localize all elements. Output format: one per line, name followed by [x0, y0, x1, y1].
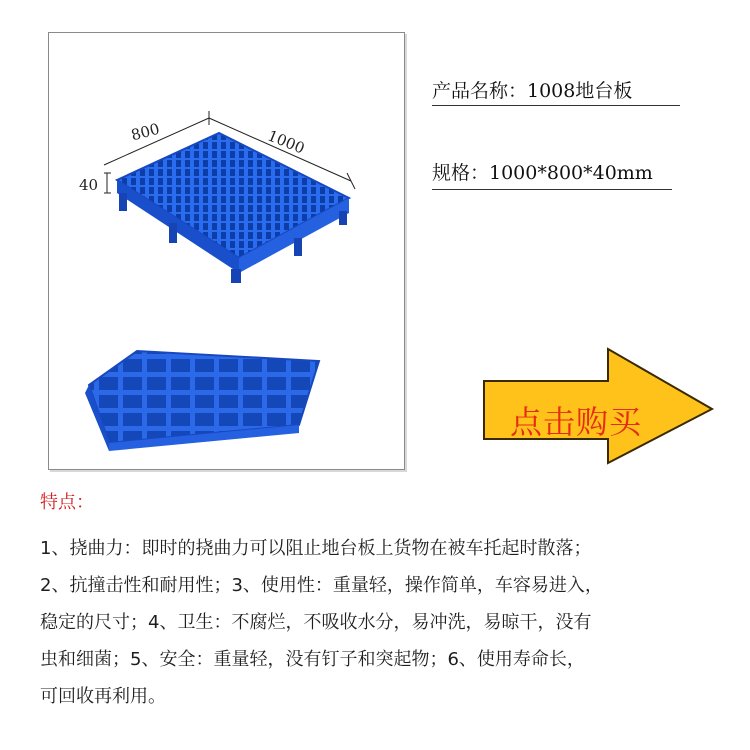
pallet-illustration — [49, 33, 404, 469]
buy-now-button[interactable] — [480, 345, 715, 465]
dim-width-label: 800 — [129, 119, 162, 145]
dim-height-label: 40 — [79, 176, 99, 194]
features-title: 特点： — [40, 492, 94, 513]
product-spec: 规格：1000*800*40mm — [432, 158, 672, 190]
product-name: 产品名称：1008地台板 — [432, 76, 680, 106]
features-line: 可回收再利用。 — [40, 686, 166, 707]
buy-now-label: 点击购买 — [510, 403, 643, 441]
pallet-bottom-view — [85, 351, 319, 451]
product-photo-frame — [48, 32, 405, 470]
features-line: 虫和细菌；5、安全：重量轻，没有钉子和突起物；6、使用寿命长， — [40, 649, 585, 670]
features-description — [40, 530, 730, 715]
features-line: 2、抗撞击性和耐用性；3、使用性：重量轻，操作简单，车容易进入， — [40, 575, 603, 596]
dim-length-label: 1000 — [265, 126, 308, 158]
features-line: 稳定的尺寸；4、卫生：不腐烂，不吸收水分，易冲洗，易晾干，没有 — [40, 612, 592, 633]
pallet-top-view — [117, 133, 349, 283]
features-line: 1、挠曲力：即时的挠曲力可以阻止地台板上货物在被车托起时散落； — [40, 538, 592, 559]
